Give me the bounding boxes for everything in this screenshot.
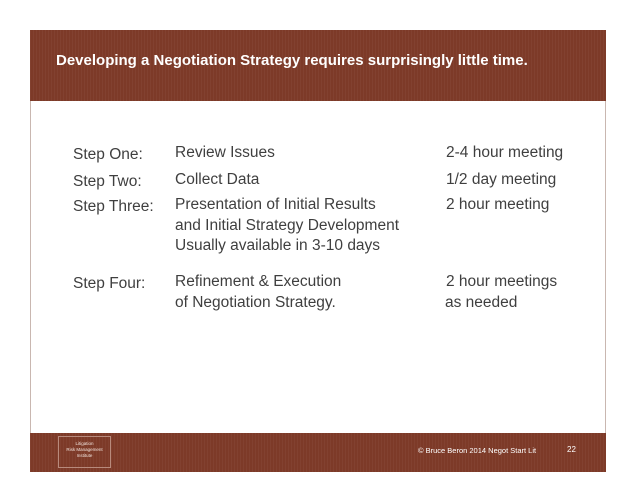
step-time [446,143,563,164]
step-description-line: Review Issues [175,144,275,161]
logo-line: Risk Management [66,447,103,452]
step-description-line: Presentation of Initial Results [175,196,376,213]
step-description-line: Refinement & Execution [175,273,342,290]
step-description-line: Collect Data [175,171,260,188]
copyright-notice: © Bruce Beron 2014 Negot Start Lit [418,446,537,455]
logo-line: Litigation [75,441,94,446]
step-time-line: as needed [445,293,518,311]
step-time [445,272,557,313]
step-label: Step Three: [73,198,154,215]
step-time-line: 2-4 hour meeting [446,144,564,161]
institute-logo [58,436,111,468]
step-description [175,195,399,257]
step-description-line: and Initial Strategy Development [175,216,400,234]
step-description [175,272,341,313]
step-label: Step Four: [73,275,146,292]
step-time-line: 1/2 day meeting [446,171,557,188]
step-description [175,170,259,191]
step-description-line: Usually available in 3-10 days [175,237,381,254]
logo-line: Institute [76,453,93,458]
step-time-line: 2 hour meetings [446,273,558,290]
step-label: Step Two: [73,173,142,190]
step-label: Step One: [73,146,143,163]
step-time-line: 2 hour meeting [446,196,550,213]
step-time [446,195,549,216]
page-number: 22 [567,445,576,454]
step-time [446,170,556,191]
step-description [175,143,275,164]
step-description-line: of Negotiation Strategy. [175,293,336,311]
slide-title: Developing a Negotiation Strategy requires surprisingly little time. [56,52,528,69]
